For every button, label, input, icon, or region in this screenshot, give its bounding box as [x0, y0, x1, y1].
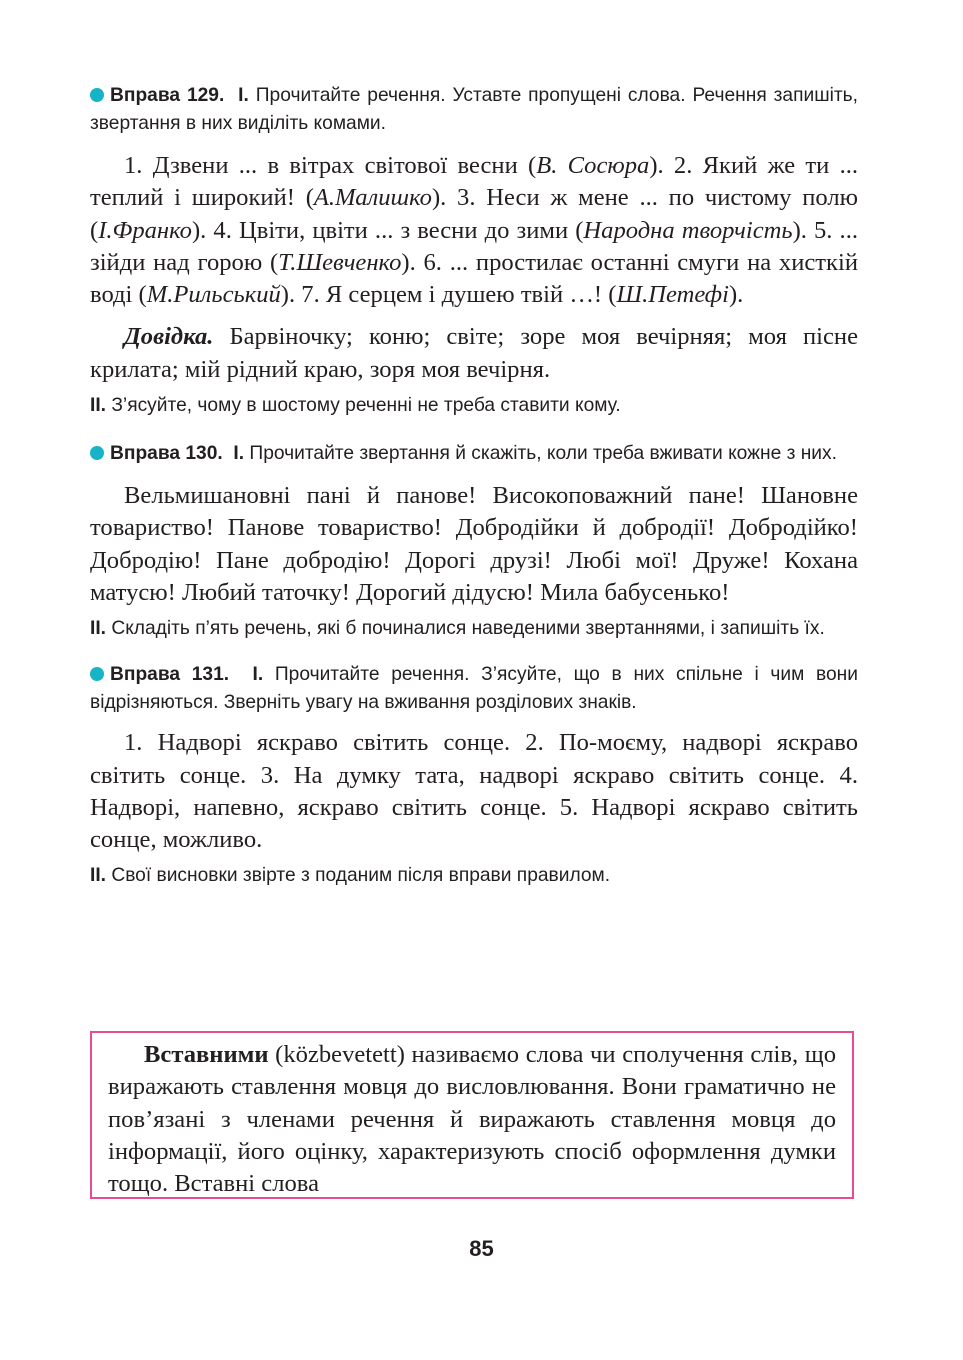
rule-box: [90, 1031, 854, 1199]
rule-definition: (közbevetett) називаємо слова чи сполучення слів, що виражають ставлення мовця до висловлювання. Вони граматично не пов’язані з членами речення й виражають ставлення мовця до інформації, його оцінку, характеризують спосіб оформлення думки тощо. Вставні слова: [108, 1041, 836, 1198]
exercise-130-instruction: Прочитайте звертання й скажіть, коли треба вживати кожне з них.: [249, 443, 837, 465]
exercise-129-part-two: II. З’ясуйте, чому в шостому реченні не треба ставити кому.: [90, 395, 621, 417]
exercise-130-text: Вельмишановні пані й панове! Високоповажний пане! Шановне товариство! Панове товариство! Добродійки й добродії! Добродійко! Добродію! Пане добродію! Дорогі друзі! Любі мої! Друже! Кохана матусю! Любий таточку! Дорогий дідусю! Мила бабусенько!: [90, 482, 858, 606]
hint-label: Довідка.: [124, 323, 214, 351]
exercise-129-label: Вправа 129.: [110, 85, 225, 106]
part-one-label: I.: [238, 85, 249, 106]
author: Народна творчість: [583, 216, 793, 244]
exercise-131-text: 1. Надворі яскраво світить сонце. 2. По-моєму, надворі яскраво світить сонце. 3. На думку тата, надворі яскраво світить сонце. 4. Надворі, напевно, яскраво світить сонце. 5. Надворі яскраво світить сонце, можливо.: [90, 729, 858, 854]
hint-text: Барвіночку; коню; світе; зоре моя вечірняя; моя пісне крилата; мій рідний краю, зоря моя вечірня.: [90, 323, 858, 383]
author: В. Сосюра: [536, 152, 650, 179]
page-content: [90, 80, 858, 890]
rule-text: [108, 1039, 836, 1199]
exercise-131-instruction: Прочитайте речення. З’ясуйте, що в них спільне і чим вони відрізняються. Зверніть увагу на вживання розділових знаків.: [90, 664, 858, 714]
page-number: 85: [469, 1236, 494, 1261]
exercise-130-label: Вправа 130.: [110, 443, 223, 465]
exercise-131-task: Вправа 131. I. Прочитайте речення. З’ясуйте, що в них спільне і чим вони відрізняються. Зверніть увагу на вживання розділових знаків.: [90, 664, 858, 714]
author: Т.Шевченко: [278, 248, 402, 276]
rule-term: Вставними: [144, 1041, 269, 1068]
bullet-icon: [90, 88, 104, 102]
exercise-129-instruction: Прочитайте речення. Уставте пропущені слова. Речення запишіть, звертання в них виділіть комами.: [90, 85, 858, 134]
exercise-130-part-two: II. Складіть п’ять речень, які б починалися наведеними звертаннями, і запишіть їх.: [90, 618, 825, 640]
exercise-129-hint: [90, 321, 858, 386]
bullet-icon: [90, 667, 104, 681]
exercise-129-task: [90, 82, 858, 138]
bullet-icon: [90, 446, 104, 460]
exercise-131-label: Вправа 131.: [110, 664, 230, 686]
exercise-131-part-two: II. Свої висновки звірте з поданим після вправи правилом.: [90, 865, 611, 887]
author: А.Малишко: [313, 184, 432, 212]
author: М.Рильський: [146, 281, 281, 309]
author: І.Франко: [98, 216, 192, 244]
author: Ш.Петефі: [616, 281, 729, 309]
exercise-129-sentences: 1. Дзвени ... в вітрах світової весни (В. Сосюра). 2. Який же ти ... теплий і широкий! (А.Малишко). 3. Неси ж мене ... по чистому полю (І.Франко). 4. Цвіти, цвіти ... з весни до зими (Народна творчість). 5. ... зійди над горою (Т.Шевченко). 6. ... простилає останні смуги на хисткій воді (М.Рильський). 7. Я серцем і душею твій …! (Ш.Петефі).: [90, 152, 859, 309]
exercise-130-task: Вправа 130. I. Прочитайте звертання й скажіть, коли треба вживати кожне з них.: [90, 440, 858, 468]
